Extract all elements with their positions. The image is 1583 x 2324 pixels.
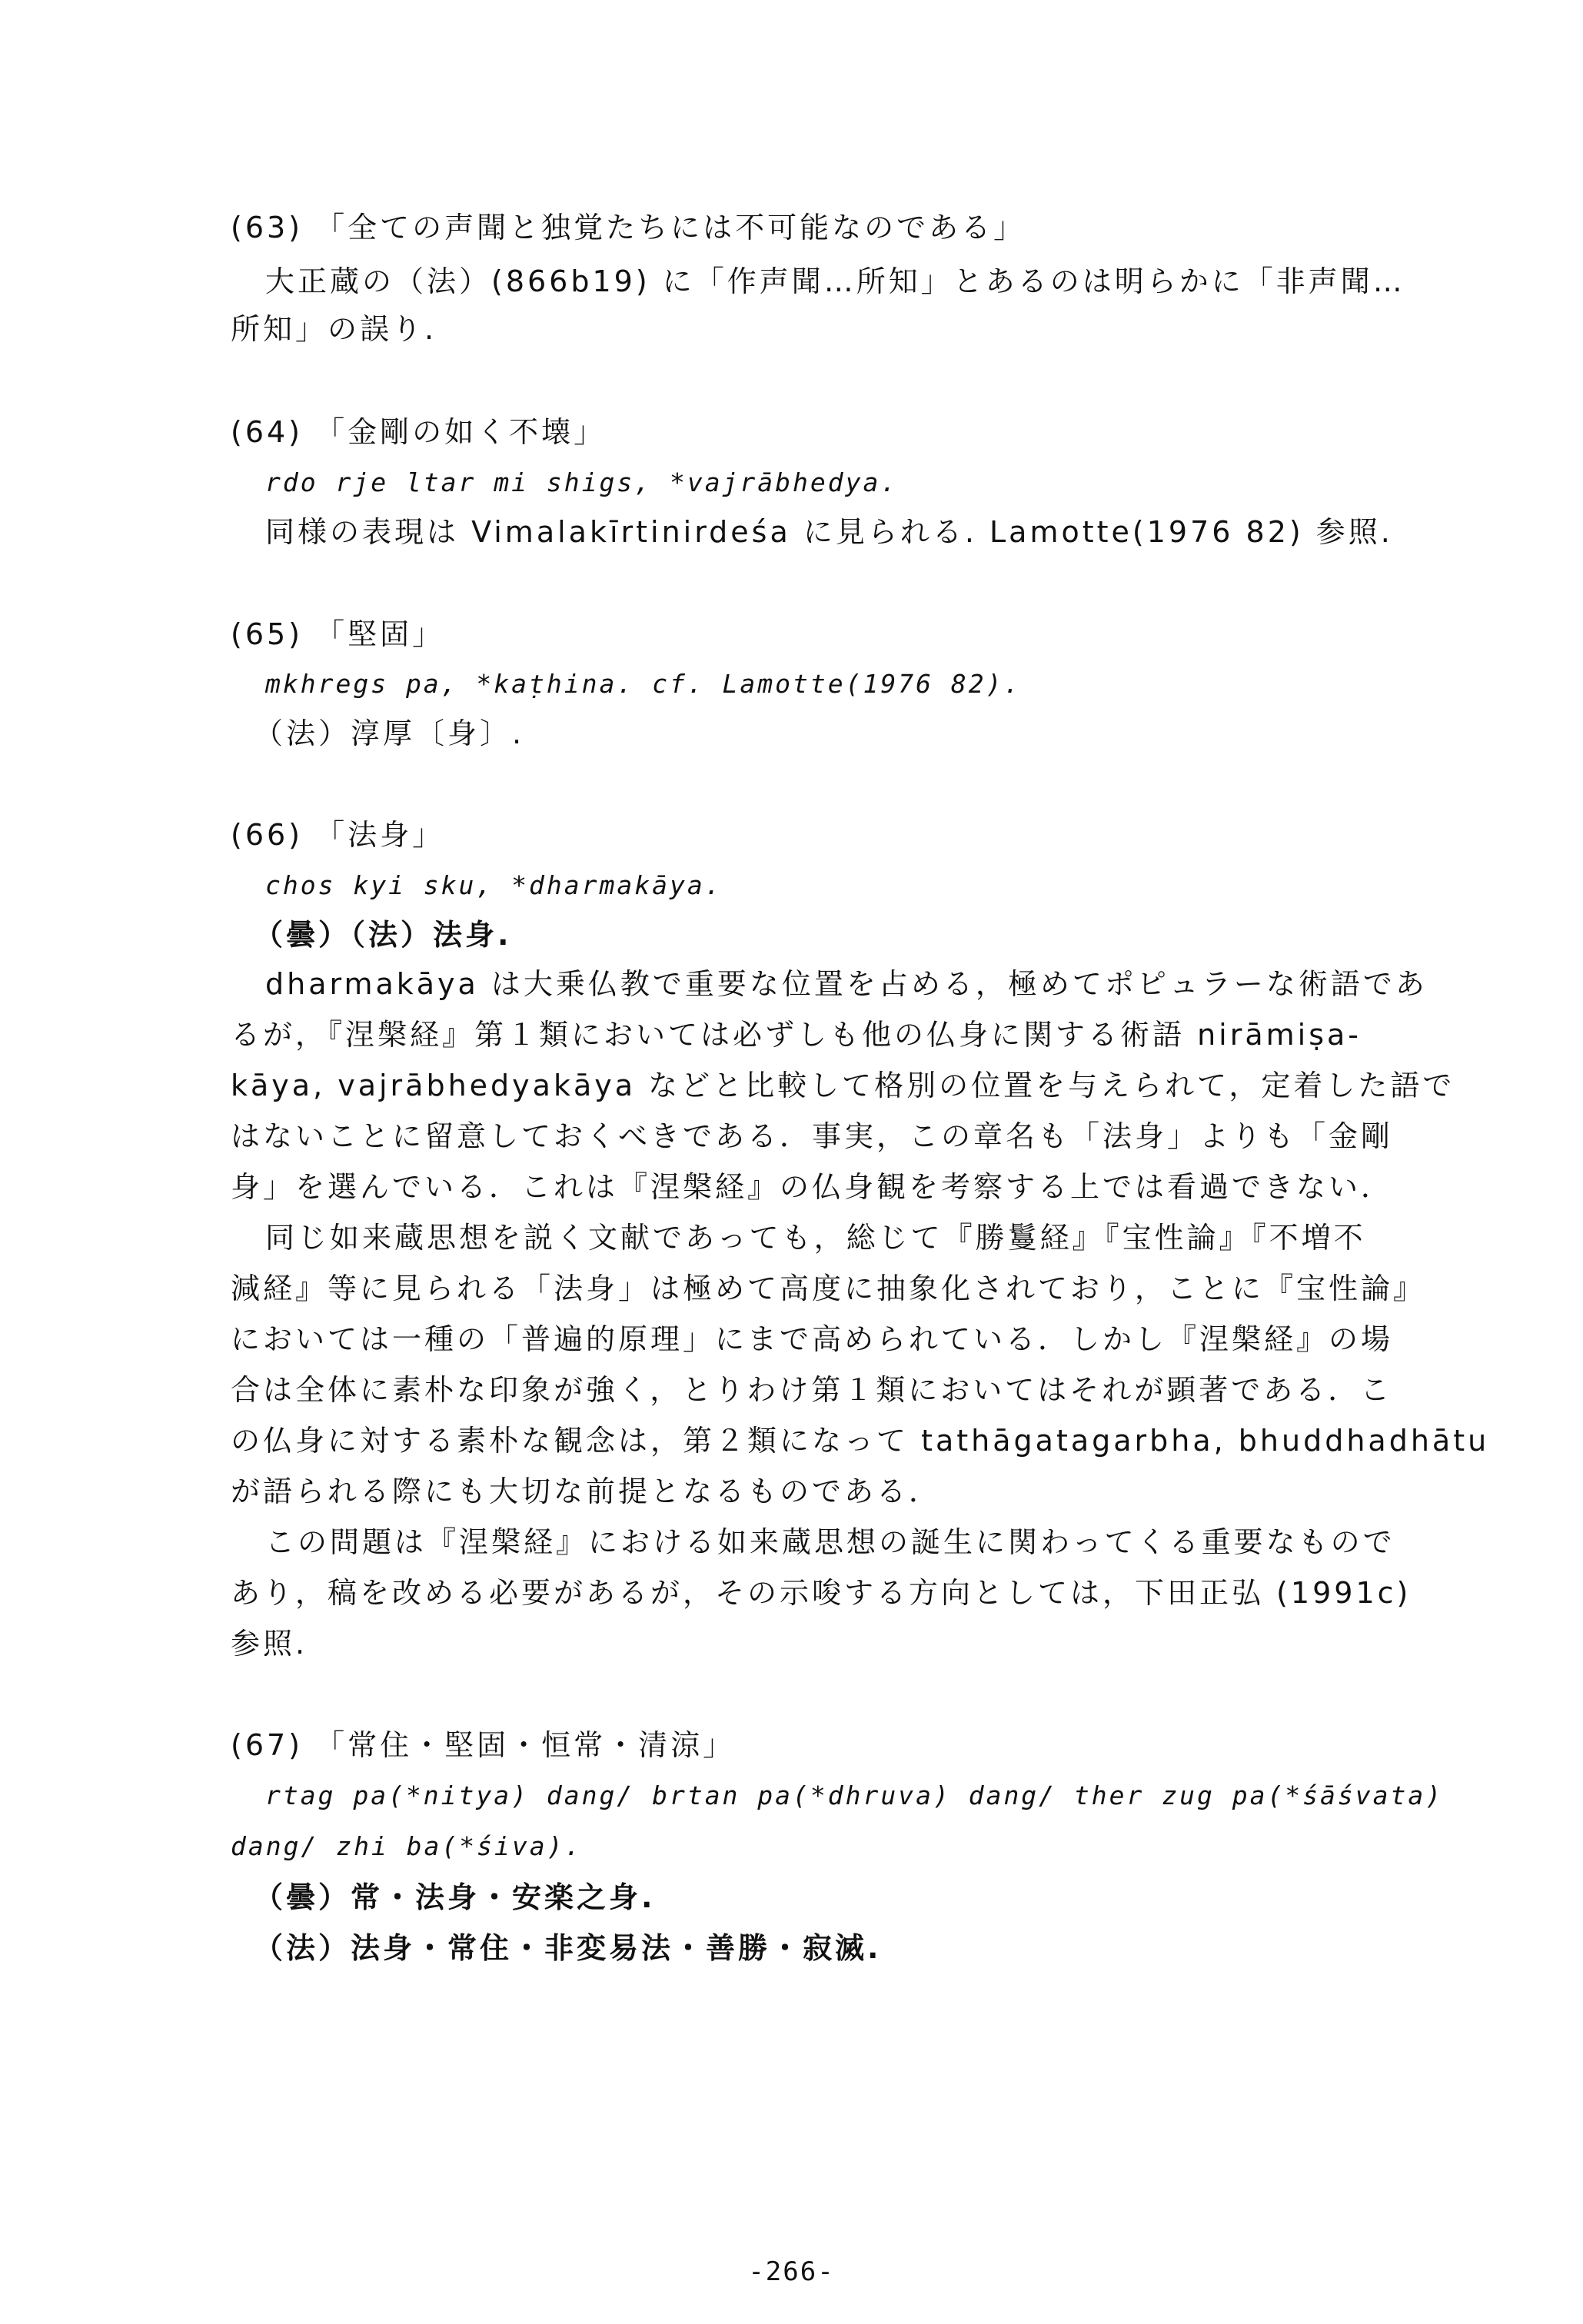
note-67-tibetan-1: rtag pa(*nitya) dang/ brtan pa(*dhruva) dang/ ther zug pa(*śāśvata) xyxy=(265,1780,1444,1810)
note-63-line-1: 大正蔵の（法）(866b19) に「作声聞…所知」とあるのは明らかに「非声聞… xyxy=(265,264,1405,298)
note-63-line-2: 所知」の誤り. xyxy=(231,312,437,346)
note-64-heading: (64) 「金剛の如く不壊」 xyxy=(231,415,607,449)
page-number: -266- xyxy=(748,2256,835,2287)
note-67-heading: (67) 「常住・堅固・恒常・清涼」 xyxy=(231,1728,736,1762)
note-66-p3-line-3: 参照. xyxy=(231,1627,308,1661)
note-67-line-2: （法）法身・常住・非変易法・善勝・寂滅. xyxy=(254,1931,882,1965)
note-64-tibetan: rdo rje ltar mi shigs, *vajrābhedya. xyxy=(265,467,899,497)
note-66-p2-line-2: 減経』等に見られる「法身」は極めて高度に抽象化されており，ことに『宝性論』 xyxy=(231,1272,1426,1305)
note-66-p1-line-4: はないことに留意しておくべきである．事実，この章名も「法身」よりも「金剛 xyxy=(231,1119,1394,1153)
note-66-heading: (66) 「法身」 xyxy=(231,818,445,852)
note-65-line-1: （法）淳厚〔身〕. xyxy=(254,716,525,750)
note-65-heading: (65) 「堅固」 xyxy=(231,617,445,651)
note-66-p2-line-4: 合は全体に素朴な印象が強く，とりわけ第１類においてはそれが顕著である．こ xyxy=(231,1373,1393,1407)
note-66-line-1: （曇）（法）法身. xyxy=(254,918,512,952)
note-66-p1-line-2: るが，『涅槃経』第１類においては必ずしも他の仏身に関する術語 nirāmiṣa- xyxy=(231,1018,1362,1052)
note-66-p3-line-2: あり，稿を改める必要があるが，その示唆する方向としては，下田正弘 (1991c) xyxy=(231,1576,1412,1610)
note-67-line-1: （曇）常・法身・安楽之身. xyxy=(254,1880,656,1914)
note-66-p2-line-6: が語られる際にも大切な前提となるものである． xyxy=(231,1475,942,1508)
note-67-tibetan-2: dang/ zhi ba(*śiva). xyxy=(231,1831,583,1861)
note-66-p1-line-5: 身」を選んでいる．これは『涅槃経』の仏身観を考察する上では看過できない． xyxy=(231,1170,1394,1204)
note-65-tibetan: mkhregs pa, *kaṭhina. cf. Lamotte(1976 82). xyxy=(265,669,1022,699)
note-66-p2-line-1: 同じ如来蔵思想を説く文献であっても，総じて『勝鬘経』『宝性論』『不増不 xyxy=(265,1221,1366,1255)
note-64-line-1: 同様の表現は Vimalakīrtinirdeśa に見られる. Lamotte(1976 82) 参照. xyxy=(265,515,1393,549)
note-66-p3-line-1: この問題は『涅槃経』における如来蔵思想の誕生に関わってくる重要なもので xyxy=(265,1525,1395,1559)
note-63-heading: (63) 「全ての声聞と独覚たちには不可能なのである」 xyxy=(231,211,1026,244)
note-66-p1-line-3: kāya, vajrābhedyakāya などと比較して格別の位置を与えられて，定着した語で xyxy=(231,1069,1455,1102)
note-66-p1-line-1: dharmakāya は大乗仏教で重要な位置を占める，極めてポピュラーな術語であ xyxy=(265,967,1428,1001)
note-66-tibetan: chos kyi sku, *dharmakāya. xyxy=(265,870,723,900)
note-66-p2-line-5: の仏身に対する素朴な観念は，第２類になって tathāgatagarbha, bhuddhadhātu xyxy=(231,1424,1490,1458)
note-66-p2-line-3: においては一種の「普遍的原理」にまで高められている．しかし『涅槃経』の場 xyxy=(231,1322,1394,1356)
